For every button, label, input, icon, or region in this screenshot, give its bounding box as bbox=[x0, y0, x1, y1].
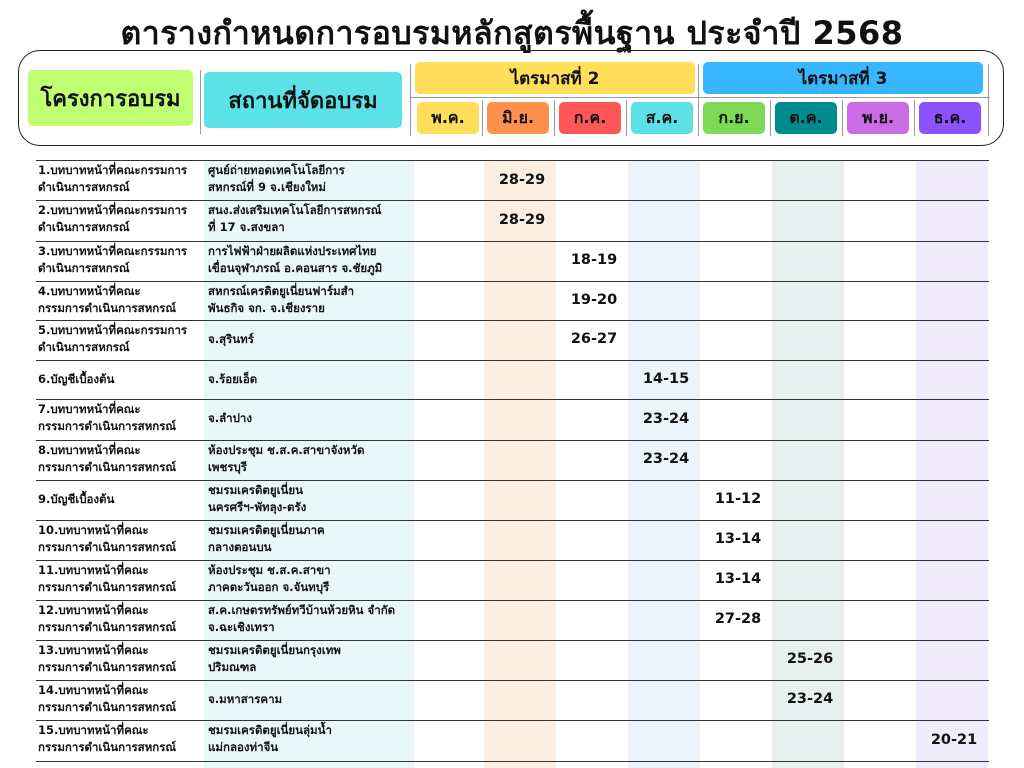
place-name: ศูนย์ถ่ายทอดเทคโนโลยีการ สหกรณ์ที่ 9 จ.เชียงใหม่ bbox=[208, 163, 345, 194]
place-name: ห้องประชุม ช.ส.ค.สาขาจังหวัด เพชรบุรี bbox=[208, 443, 365, 474]
table-row bbox=[36, 321, 989, 361]
place-name: สหกรณ์เครดิตยูเนี่ยนฟาร์มสำ พันธกิจ จก. จ.เชียงราย bbox=[208, 284, 355, 315]
place-name: จ.ร้อยเอ็ด bbox=[208, 372, 258, 386]
place-name: ห้องประชุม ช.ส.ค.สาขา ภาคตะวันออก จ.จันทบุรี bbox=[208, 563, 331, 594]
month-header-8: ธ.ค. bbox=[919, 102, 981, 134]
training-date: 23-24 bbox=[786, 691, 834, 707]
course-name: 7.บทบาทหน้าที่คณะ กรรมการดำเนินการสหกรณ์ bbox=[38, 402, 177, 433]
place-name: จ.ลำปาง bbox=[208, 411, 252, 425]
training-date: 23-24 bbox=[642, 411, 690, 427]
table-row bbox=[36, 521, 989, 561]
course-name: 11.บทบาทหน้าที่คณะ กรรมการดำเนินการสหกรณ์ bbox=[38, 563, 177, 594]
course-name: 9.บัญชีเบื้องต้น bbox=[38, 492, 115, 506]
table-row bbox=[36, 400, 989, 441]
month-header-3: ก.ค. bbox=[559, 102, 621, 134]
place-name: ชมรมเครดิตยูเนี่ยนลุ่มน้ำ แม่กลองท่าจีน bbox=[208, 723, 332, 754]
month-header-7: พ.ย. bbox=[847, 102, 909, 134]
place-name: ชมรมเครดิตยูเนี่ยนภาค กลางตอนบน bbox=[208, 523, 325, 554]
course-name: 8.บทบาทหน้าที่คณะ กรรมการดำเนินการสหกรณ์ bbox=[38, 443, 177, 474]
table-row bbox=[36, 481, 989, 521]
table-row bbox=[36, 242, 989, 282]
page-title: ตารางกำหนดการอบรมหลักสูตรพื้นฐาน ประจำปี 2568 bbox=[120, 14, 904, 52]
training-date: 13-14 bbox=[714, 571, 762, 587]
month-header-6: ต.ค. bbox=[775, 102, 837, 134]
table-row bbox=[36, 721, 989, 762]
training-date: 25-26 bbox=[786, 651, 834, 667]
training-date: 13-14 bbox=[714, 531, 762, 547]
table-row bbox=[36, 160, 989, 201]
course-name: 6.บัญชีเบื้องต้น bbox=[38, 372, 115, 386]
training-date: 18-19 bbox=[570, 252, 618, 268]
training-date: 27-28 bbox=[714, 611, 762, 627]
course-name: 10.บทบาทหน้าที่คณะ กรรมการดำเนินการสหกรณ์ bbox=[38, 523, 177, 554]
training-date: 26-27 bbox=[570, 331, 618, 347]
table-row bbox=[36, 441, 989, 481]
training-date: 19-20 bbox=[570, 292, 618, 308]
course-name: 2.บทบาทหน้าที่คณะกรรมการ ดำเนินการสหกรณ์ bbox=[38, 203, 188, 234]
month-header-2: มิ.ย. bbox=[487, 102, 549, 134]
training-date: 28-29 bbox=[498, 212, 546, 228]
training-date: 28-29 bbox=[498, 172, 546, 188]
table-row bbox=[36, 641, 989, 681]
quarter-3-header: ไตรมาสที่ 3 bbox=[703, 62, 983, 94]
course-name: 3.บทบาทหน้าที่คณะกรรมการ ดำเนินการสหกรณ์ bbox=[38, 244, 188, 275]
month-header-4: ส.ค. bbox=[631, 102, 693, 134]
course-name: 14.บทบาทหน้าที่คณะ กรรมการดำเนินการสหกรณ์ bbox=[38, 683, 177, 714]
table-row bbox=[36, 361, 989, 400]
place-name: ชมรมเครดิตยูเนี่ยน นครศรีฯ-พัทลุง-ตรัง bbox=[208, 483, 307, 514]
course-name: 13.บทบาทหน้าที่คณะ กรรมการดำเนินการสหกรณ์ bbox=[38, 643, 177, 674]
course-name: 4.บทบาทหน้าที่คณะ กรรมการดำเนินการสหกรณ์ bbox=[38, 284, 177, 315]
training-date: 20-21 bbox=[930, 732, 978, 748]
table-row bbox=[36, 681, 989, 721]
training-date: 14-15 bbox=[642, 371, 690, 387]
course-column-header: โครงการอบรม bbox=[28, 70, 193, 126]
training-date: 23-24 bbox=[642, 451, 690, 467]
month-header-5: ก.ย. bbox=[703, 102, 765, 134]
course-name: 1.บทบาทหน้าที่คณะกรรมการ ดำเนินการสหกรณ์ bbox=[38, 163, 188, 194]
training-date: 11-12 bbox=[714, 491, 762, 507]
month-header-1: พ.ค. bbox=[417, 102, 479, 134]
place-name: ส.ค.เกษตรทรัพย์ทวีบ้านห้วยหิน จำกัด จ.ฉะเชิงเทรา bbox=[208, 603, 396, 634]
place-column-header: สถานที่จัดอบรม bbox=[204, 72, 402, 128]
place-name: จ.สุรินทร์ bbox=[208, 332, 254, 346]
table-row bbox=[36, 201, 989, 242]
course-name: 12.บทบาทหน้าที่คณะ กรรมการดำเนินการสหกรณ์ bbox=[38, 603, 177, 634]
place-name: สนง.ส่งเสริมเทคโนโลยีการสหกรณ์ ที่ 17 จ.สงขลา bbox=[208, 203, 382, 234]
table-row bbox=[36, 282, 989, 321]
place-name: การไฟฟ้าฝ่ายผลิตแห่งประเทศไทย เขื่อนจุฬาภรณ์ อ.คอนสาร จ.ชัยภูมิ bbox=[208, 244, 383, 275]
table-row bbox=[36, 601, 989, 641]
course-name: 5.บทบาทหน้าที่คณะกรรมการ ดำเนินการสหกรณ์ bbox=[38, 323, 188, 354]
place-name: จ.มหาสารคาม bbox=[208, 692, 283, 706]
table-row bbox=[36, 561, 989, 601]
course-name: 15.บทบาทหน้าที่คณะ กรรมการดำเนินการสหกรณ์ bbox=[38, 723, 177, 754]
quarter-2-header: ไตรมาสที่ 2 bbox=[415, 62, 695, 94]
place-name: ชมรมเครดิตยูเนี่ยนกรุงเทพ ปริมณฑล bbox=[208, 643, 341, 674]
